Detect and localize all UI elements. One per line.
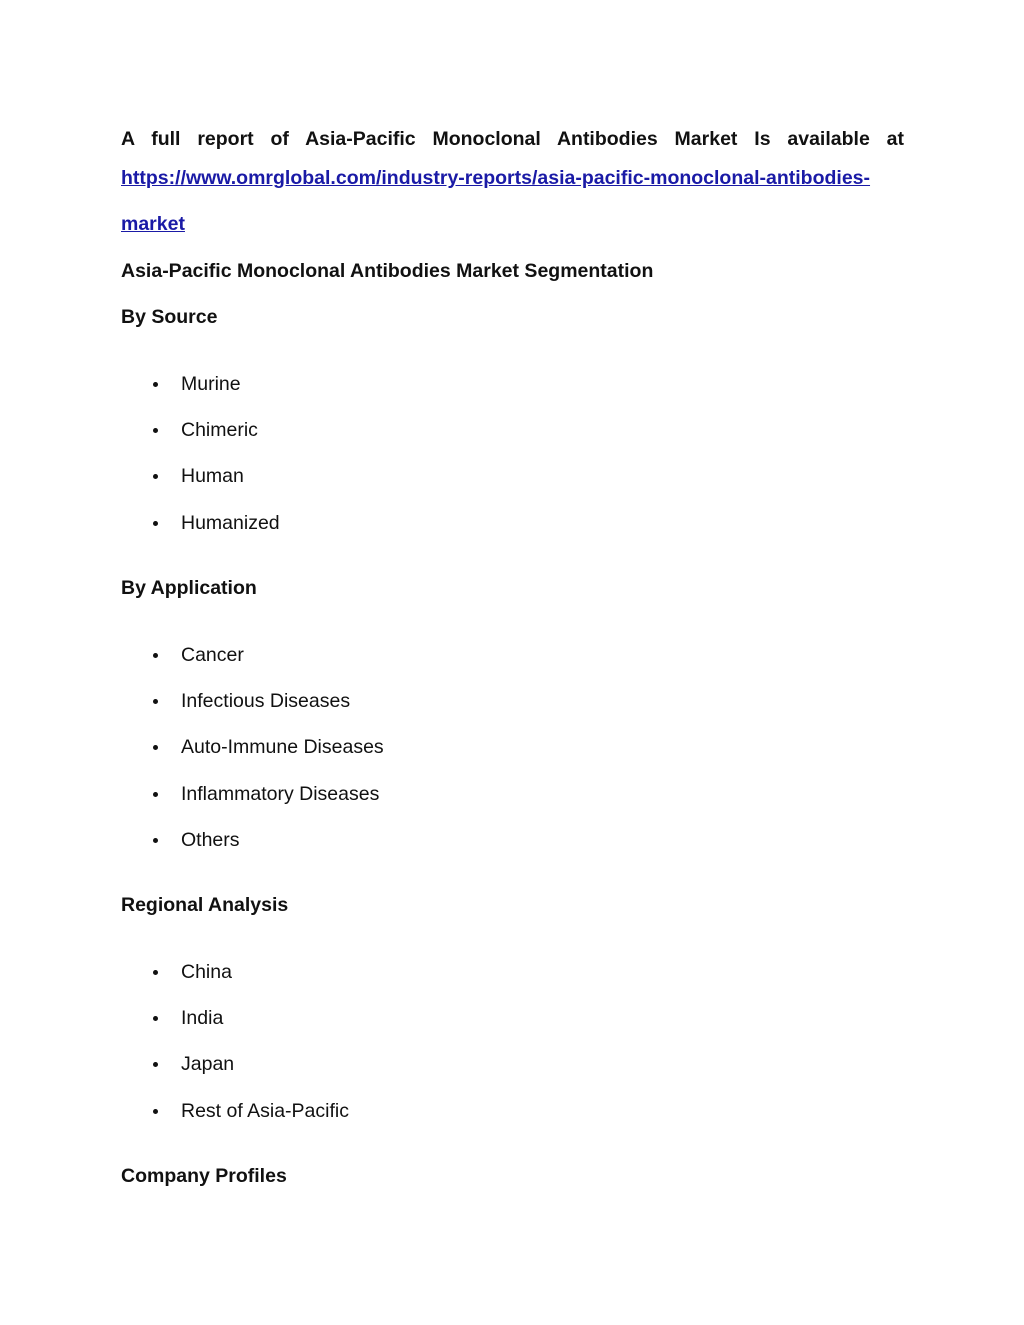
by-source-heading: By Source	[121, 306, 218, 328]
report-link-line-2[interactable]: market	[121, 213, 185, 235]
by-application-list	[121, 642, 384, 873]
list-item-label: India	[181, 1007, 224, 1030]
bullet-icon	[153, 474, 158, 479]
list-item-label: Murine	[181, 373, 241, 395]
list-item-label: Auto-Immune Diseases	[181, 736, 384, 759]
list-item	[121, 417, 280, 463]
list-item	[121, 959, 349, 1005]
bullet-icon	[153, 1016, 158, 1021]
report-link-line-1[interactable]: https://www.omrglobal.com/industry-reports/asia-pacific-monoclonal-antibodies-	[121, 167, 871, 189]
list-item	[121, 371, 280, 417]
list-item-label: Humanized	[181, 511, 280, 534]
list-item	[121, 642, 384, 688]
bullet-icon	[153, 1109, 158, 1114]
bullet-icon	[153, 792, 158, 797]
list-item-label: Cancer	[181, 644, 244, 666]
list-item-label: Rest of Asia-Pacific	[181, 1099, 349, 1122]
list-item-label: Chimeric	[181, 419, 258, 442]
list-item	[121, 1051, 349, 1097]
bullet-icon	[153, 1062, 158, 1067]
regional-analysis-heading: Regional Analysis	[121, 894, 289, 916]
list-item-label: Human	[181, 465, 244, 488]
list-item	[121, 1005, 349, 1051]
by-application-heading: By Application	[121, 577, 257, 599]
list-item-label: Infectious Diseases	[181, 690, 351, 713]
bullet-icon	[153, 653, 158, 658]
list-item-label: Japan	[181, 1053, 235, 1076]
bullet-icon	[153, 699, 158, 704]
list-item-label: Others	[181, 828, 240, 851]
list-item	[121, 688, 384, 734]
by-source-list	[121, 371, 280, 556]
segmentation-title: Asia-Pacific Monoclonal Antibodies Market Segmentation	[121, 260, 654, 282]
list-item	[121, 510, 280, 556]
regional-analysis-list	[121, 959, 349, 1144]
bullet-icon	[153, 521, 158, 526]
list-item-label: Inflammatory Diseases	[181, 782, 380, 805]
bullet-icon	[153, 745, 158, 750]
list-item	[121, 1098, 349, 1144]
list-item	[121, 781, 384, 827]
bullet-icon	[153, 382, 158, 387]
list-item	[121, 734, 384, 780]
bullet-icon	[153, 428, 158, 433]
intro-text: A full report of Asia-Pacific Monoclonal Antibodies Market Is available at	[121, 128, 904, 150]
list-item	[121, 827, 384, 873]
bullet-icon	[153, 838, 158, 843]
list-item-label: China	[181, 961, 232, 983]
list-item	[121, 463, 280, 509]
company-profiles-heading: Company Profiles	[121, 1165, 287, 1187]
bullet-icon	[153, 970, 158, 975]
